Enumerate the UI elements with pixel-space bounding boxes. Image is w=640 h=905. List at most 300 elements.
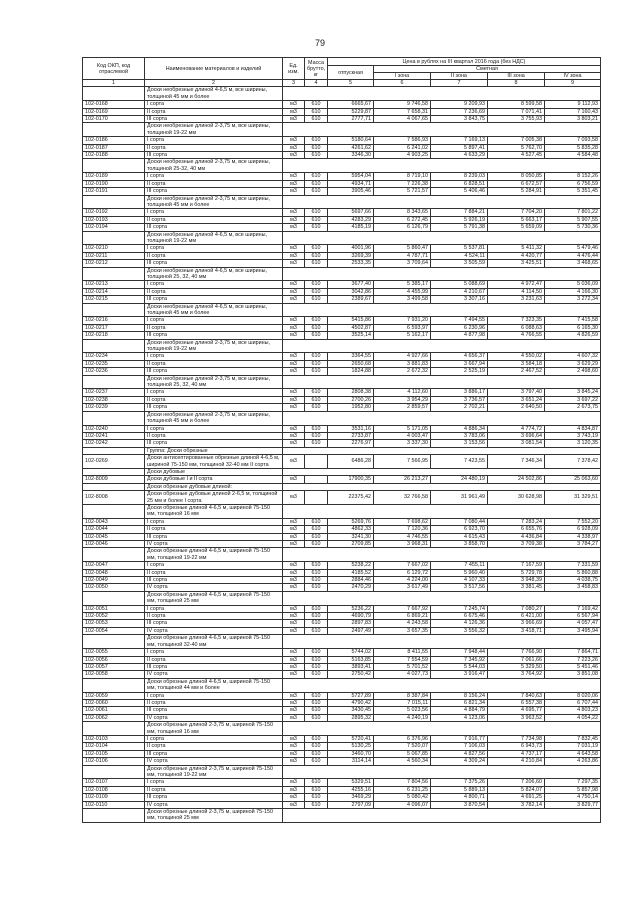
section-heading: Доски необрезные длиной 4-6,5 м, все ширины, толщиной 19-22 мм [145, 231, 283, 245]
row-release-price: 3346,30 [328, 152, 374, 159]
row-mass: 610 [305, 180, 328, 187]
row-code: 102-8009 [83, 476, 145, 483]
header-zone-3: III зона [488, 73, 545, 80]
row-mass: 610 [305, 332, 328, 339]
table-row [83, 758, 601, 765]
empty-cell [283, 447, 601, 454]
row-release-price: 4185,52 [328, 569, 374, 576]
row-zone-3-price: 5 663,17 [488, 216, 545, 223]
row-zone-4-price: 5 730,36 [545, 224, 601, 231]
row-zone-3-price: 3 797,40 [488, 389, 545, 396]
row-release-price: 3905,46 [328, 188, 374, 195]
row-zone-1-price: 4 243,58 [374, 620, 431, 627]
row-mass: 610 [305, 144, 328, 151]
section-heading-row [83, 765, 601, 779]
empty-cell [283, 765, 601, 779]
row-zone-2-price: 4 656,37 [431, 353, 488, 360]
row-release-price: 2709,85 [328, 541, 374, 548]
row-zone-3-price: 3 696,64 [488, 432, 545, 439]
section-heading-row [83, 231, 601, 245]
empty-cell [83, 447, 145, 454]
table-row [83, 526, 601, 533]
row-release-price: 5238,22 [328, 562, 374, 569]
row-zone-3-price: 4 972,47 [488, 281, 545, 288]
table-row [83, 692, 601, 699]
row-code: 102-0056 [83, 656, 145, 663]
row-release-price: 4185,19 [328, 224, 374, 231]
row-name: Доски антисептированные обрезные длиной 4-6,5 м, шириной 75-150 мм, толщиной 32-40 мм II сорта [145, 455, 283, 469]
empty-cell [283, 678, 601, 692]
row-code: 102-0048 [83, 569, 145, 576]
row-zone-2-price: 2 702,21 [431, 404, 488, 411]
row-release-price: 2533,35 [328, 260, 374, 267]
row-zone-4-price: 6 165,30 [545, 324, 601, 331]
row-zone-4-price: 5 479,46 [545, 245, 601, 252]
row-zone-3-price: 4 766,55 [488, 332, 545, 339]
table-row [83, 360, 601, 367]
row-unit: м3 [283, 152, 305, 159]
row-mass: 610 [305, 281, 328, 288]
row-name: II сорта [145, 613, 283, 620]
row-unit: м3 [283, 801, 305, 808]
row-zone-3-price: 3 425,51 [488, 260, 545, 267]
row-zone-1-price: 5 385,17 [374, 281, 431, 288]
table-row [83, 281, 601, 288]
row-zone-4-price: 6 707,44 [545, 699, 601, 706]
row-name: IV сорта [145, 671, 283, 678]
row-mass: 610 [305, 584, 328, 591]
table-row [83, 108, 601, 115]
row-zone-2-price: 6 923,70 [431, 526, 488, 533]
row-release-price: 2808,38 [328, 389, 374, 396]
row-zone-4-price: 31 329,51 [545, 491, 601, 505]
table-row [83, 541, 601, 548]
row-name: II сорта [145, 396, 283, 403]
row-zone-2-price: 3 916,47 [431, 671, 488, 678]
row-zone-2-price: 4 309,24 [431, 758, 488, 765]
row-unit: м3 [283, 360, 305, 367]
row-name: Доски обрезные дубовые длиной 2-6,5 м, толщиной 25 мм и более I сорта [145, 491, 283, 505]
table-row [83, 613, 601, 620]
row-zone-1-price: 6 869,21 [374, 613, 431, 620]
row-unit: м3 [283, 758, 305, 765]
row-zone-2-price: 7 245,74 [431, 605, 488, 612]
row-code: 102-0046 [83, 541, 145, 548]
table-row [83, 663, 601, 670]
row-unit: м3 [283, 116, 305, 123]
row-unit: м3 [283, 137, 305, 144]
row-zone-4-price: 5 451,46 [545, 663, 601, 670]
row-code: 102-0191 [83, 188, 145, 195]
row-mass: 610 [305, 288, 328, 295]
row-zone-2-price: 3 517,56 [431, 584, 488, 591]
row-name: III сорта [145, 404, 283, 411]
section-heading: Доски обрезные длиной 2-3,75 м, шириной 75-150 мм, толщиной 25 мм [145, 809, 283, 823]
row-zone-2-price: 3 886,17 [431, 389, 488, 396]
row-name: I сорта [145, 562, 283, 569]
row-name: I сорта [145, 735, 283, 742]
row-zone-3-price: 3 418,71 [488, 627, 545, 634]
row-name: II сорта [145, 432, 283, 439]
empty-cell [283, 722, 601, 736]
row-zone-1-price: 4 787,71 [374, 252, 431, 259]
row-code: 102-0105 [83, 750, 145, 757]
row-release-price: 2470,29 [328, 584, 374, 591]
table-row [83, 245, 601, 252]
row-name: I сорта [145, 353, 283, 360]
empty-cell [283, 591, 601, 605]
row-zone-1-price: 5 171,05 [374, 425, 431, 432]
row-name: IV сорта [145, 801, 283, 808]
row-name: I сорта [145, 649, 283, 656]
row-mass: 610 [305, 750, 328, 757]
row-code: 102-0168 [83, 101, 145, 108]
row-zone-4-price: 4 803,23 [545, 707, 601, 714]
row-zone-2-price: 3 843,75 [431, 116, 488, 123]
row-zone-1-price: 7 566,95 [374, 455, 431, 469]
row-zone-1-price: 7 667,92 [374, 605, 431, 612]
row-unit: м3 [283, 577, 305, 584]
row-zone-1-price: 7 586,93 [374, 137, 431, 144]
row-code: 102-0189 [83, 173, 145, 180]
row-zone-1-price: 3 617,49 [374, 584, 431, 591]
empty-cell [283, 375, 601, 389]
row-unit: м3 [283, 656, 305, 663]
row-zone-2-price: 7 884,21 [431, 209, 488, 216]
row-release-price: 4261,62 [328, 144, 374, 151]
row-zone-4-price: 5 835,28 [545, 144, 601, 151]
row-unit: м3 [283, 209, 305, 216]
row-name: III сорта [145, 116, 283, 123]
row-zone-4-price: 3 629,29 [545, 360, 601, 367]
table-row [83, 173, 601, 180]
row-code: 102-0170 [83, 116, 145, 123]
row-zone-1-price: 7 804,56 [374, 779, 431, 786]
row-zone-4-price: 5 857,98 [545, 786, 601, 793]
empty-cell [83, 809, 145, 823]
row-zone-3-price: 8 599,58 [488, 101, 545, 108]
row-name: IV сорта [145, 714, 283, 721]
row-zone-3-price: 7 080,27 [488, 605, 545, 612]
row-unit: м3 [283, 491, 305, 505]
row-name: III сорта [145, 440, 283, 447]
section-heading-row [83, 468, 601, 475]
row-zone-4-price: 4 643,58 [545, 750, 601, 757]
row-zone-2-price: 4 884,79 [431, 707, 488, 714]
row-zone-4-price: 7 169,42 [545, 605, 601, 612]
row-zone-2-price: 3 505,59 [431, 260, 488, 267]
row-unit: м3 [283, 735, 305, 742]
row-name: III сорта [145, 577, 283, 584]
row-unit: м3 [283, 281, 305, 288]
row-unit: м3 [283, 396, 305, 403]
table-row [83, 317, 601, 324]
row-code: 102-0241 [83, 432, 145, 439]
row-zone-1-price: 5 023,56 [374, 707, 431, 714]
table-row [83, 735, 601, 742]
row-zone-3-price: 4 114,50 [488, 288, 545, 295]
row-unit: м3 [283, 260, 305, 267]
column-number: 2 [145, 80, 283, 87]
section-heading-row [83, 339, 601, 353]
section-heading: Доски обрезные длиной 4-6,5 м, шириной 75-150 мм, толщиной 25 мм [145, 591, 283, 605]
row-name: Доски дубовые I и II сорта [145, 476, 283, 483]
row-release-price: 3531,16 [328, 425, 374, 432]
row-zone-1-price: 4 746,55 [374, 533, 431, 540]
row-unit: м3 [283, 144, 305, 151]
row-zone-1-price: 3 881,83 [374, 360, 431, 367]
row-code: 102-0058 [83, 671, 145, 678]
row-unit: м3 [283, 692, 305, 699]
row-mass: 610 [305, 794, 328, 801]
row-unit: м3 [283, 101, 305, 108]
row-zone-1-price: 3 954,29 [374, 396, 431, 403]
row-zone-4-price: 6 567,94 [545, 613, 601, 620]
row-code: 102-0238 [83, 396, 145, 403]
row-release-price: 2276,97 [328, 440, 374, 447]
row-release-price: 5180,64 [328, 137, 374, 144]
row-name: II сорта [145, 699, 283, 706]
row-code: 102-0055 [83, 649, 145, 656]
row-zone-4-price: 2 673,75 [545, 404, 601, 411]
row-code: 102-0057 [83, 663, 145, 670]
row-unit: м3 [283, 541, 305, 548]
row-zone-3-price: 3 963,52 [488, 714, 545, 721]
row-release-price: 6665,67 [328, 101, 374, 108]
table-row [83, 368, 601, 375]
row-zone-2-price: 6 230,96 [431, 324, 488, 331]
row-zone-2-price: 5 791,38 [431, 224, 488, 231]
row-release-price: 2884,46 [328, 577, 374, 584]
row-name: IV сорта [145, 627, 283, 634]
row-release-price: 3525,14 [328, 332, 374, 339]
row-release-price: 5954,04 [328, 173, 374, 180]
row-mass: 610 [305, 389, 328, 396]
table-row [83, 605, 601, 612]
row-zone-4-price: 4 338,97 [545, 533, 601, 540]
row-code: 102-0239 [83, 404, 145, 411]
row-release-price: 2389,67 [328, 296, 374, 303]
row-zone-2-price: 3 556,32 [431, 627, 488, 634]
row-unit: м3 [283, 425, 305, 432]
row-zone-4-price: 4 476,44 [545, 252, 601, 259]
row-code: 102-0053 [83, 620, 145, 627]
row-zone-1-price: 7 226,38 [374, 180, 431, 187]
section-heading: Доски обрезные длиной 2-3,75 м, шириной 75-150 мм, толщиной 16 мм [145, 722, 283, 736]
section-heading-row [83, 267, 601, 281]
row-zone-1-price: 7 120,36 [374, 526, 431, 533]
row-unit: м3 [283, 245, 305, 252]
row-zone-1-price: 7 520,07 [374, 743, 431, 750]
row-zone-3-price: 2 467,52 [488, 368, 545, 375]
row-zone-4-price: 7 331,59 [545, 562, 601, 569]
row-mass: 610 [305, 440, 328, 447]
row-unit: м3 [283, 216, 305, 223]
row-name: I сорта [145, 425, 283, 432]
row-code: 102-0110 [83, 801, 145, 808]
row-zone-4-price: 7 415,58 [545, 317, 601, 324]
table-row [83, 296, 601, 303]
row-zone-2-price: 7 236,69 [431, 108, 488, 115]
row-zone-2-price: 5 544,03 [431, 663, 488, 670]
column-number: 4 [305, 80, 328, 87]
row-code: 102-0047 [83, 562, 145, 569]
row-zone-1-price: 3 337,30 [374, 440, 431, 447]
row-code: 102-0210 [83, 245, 145, 252]
row-zone-3-price: 6 672,57 [488, 180, 545, 187]
row-zone-2-price: 3 858,70 [431, 541, 488, 548]
row-zone-1-price: 5 721,57 [374, 188, 431, 195]
table-row [83, 750, 601, 757]
row-release-price: 2733,87 [328, 432, 374, 439]
row-mass: 610 [305, 260, 328, 267]
table-row [83, 533, 601, 540]
row-mass: 610 [305, 173, 328, 180]
row-name: I сорта [145, 692, 283, 699]
row-mass: 610 [305, 577, 328, 584]
row-name: I сорта [145, 317, 283, 324]
row-zone-4-price: 7 093,58 [545, 137, 601, 144]
row-zone-1-price: 2 672,32 [374, 368, 431, 375]
row-name: IV сорта [145, 758, 283, 765]
empty-cell [283, 87, 601, 101]
row-release-price: 5163,85 [328, 656, 374, 663]
row-zone-3-price: 3 764,92 [488, 671, 545, 678]
row-zone-2-price: 3 667,94 [431, 360, 488, 367]
row-zone-3-price: 7 766,90 [488, 649, 545, 656]
row-mass: 610 [305, 137, 328, 144]
table-row [83, 786, 601, 793]
row-mass: 610 [305, 699, 328, 706]
row-zone-2-price: 4 210,67 [431, 288, 488, 295]
row-mass: 610 [305, 562, 328, 569]
row-zone-3-price: 3 231,63 [488, 296, 545, 303]
row-zone-3-price: 5 284,91 [488, 188, 545, 195]
section-heading: Доски необрезные длиной 2-3,75 м, все ширины, толщиной 19-22 мм [145, 339, 283, 353]
empty-cell [83, 303, 145, 317]
row-zone-4-price: 4 057,47 [545, 620, 601, 627]
row-zone-1-price: 5 860,47 [374, 245, 431, 252]
row-name: I сорта [145, 281, 283, 288]
empty-cell [83, 339, 145, 353]
row-zone-4-price: 7 378,42 [545, 455, 601, 469]
section-heading: Доски необрезные длиной 2-3,75 м, все ширины, толщиной 25, 32, 40 мм [145, 375, 283, 389]
empty-cell [83, 231, 145, 245]
row-zone-4-price: 3 272,34 [545, 296, 601, 303]
row-name: III сорта [145, 707, 283, 714]
row-name: II сорта [145, 180, 283, 187]
row-name: II сорта [145, 252, 283, 259]
table-row [83, 180, 601, 187]
row-zone-2-price: 24 480,19 [431, 476, 488, 483]
row-code: 102-0045 [83, 533, 145, 540]
table-row [83, 671, 601, 678]
row-name: II сорта [145, 526, 283, 533]
row-release-price: 3241,30 [328, 533, 374, 540]
row-zone-2-price: 7 080,44 [431, 518, 488, 525]
empty-cell [83, 765, 145, 779]
row-zone-1-price: 32 766,58 [374, 491, 431, 505]
row-zone-1-price: 6 129,72 [374, 569, 431, 576]
row-mass: 610 [305, 252, 328, 259]
row-unit: м3 [283, 562, 305, 569]
row-mass: 610 [305, 613, 328, 620]
row-zone-4-price: 4 038,75 [545, 577, 601, 584]
row-zone-3-price: 3 948,39 [488, 577, 545, 584]
row-zone-3-price: 4 436,84 [488, 533, 545, 540]
row-release-price: 1952,80 [328, 404, 374, 411]
row-mass: 610 [305, 533, 328, 540]
row-zone-1-price: 6 593,97 [374, 324, 431, 331]
empty-cell [83, 159, 145, 173]
row-zone-1-price: 7 554,59 [374, 656, 431, 663]
row-zone-2-price: 3 153,56 [431, 440, 488, 447]
header-zone-1: I зона [374, 73, 431, 80]
row-zone-2-price: 6 828,51 [431, 180, 488, 187]
column-number: 6 [374, 80, 431, 87]
row-code: 102-0194 [83, 224, 145, 231]
row-zone-3-price: 6 557,38 [488, 699, 545, 706]
header-name: Наименование материалов и изделий [145, 58, 283, 80]
row-zone-2-price: 4 800,71 [431, 794, 488, 801]
row-mass: 610 [305, 518, 328, 525]
row-name: I сорта [145, 605, 283, 612]
row-zone-4-price: 7 160,43 [545, 108, 601, 115]
header-zone-2: II зона [431, 73, 488, 80]
row-zone-4-price: 7 297,35 [545, 779, 601, 786]
row-zone-2-price: 5 960,40 [431, 569, 488, 576]
row-zone-3-price: 7 346,34 [488, 455, 545, 469]
section-heading-row [83, 159, 601, 173]
row-unit: м3 [283, 389, 305, 396]
row-code: 102-0214 [83, 288, 145, 295]
row-zone-4-price: 3 743,19 [545, 432, 601, 439]
table-row [83, 152, 601, 159]
row-zone-1-price: 8 719,10 [374, 173, 431, 180]
row-release-price: 5130,25 [328, 743, 374, 750]
table-row [83, 252, 601, 259]
row-name: I сорта [145, 245, 283, 252]
row-name: IV сорта [145, 541, 283, 548]
row-zone-4-price: 3 803,21 [545, 116, 601, 123]
row-zone-4-price: 3 784,27 [545, 541, 601, 548]
section-heading: Доски обрезные дубовые длиной: [145, 483, 283, 490]
section-heading: Доски обрезные длиной 4-6,5 м, шириной 75-150 мм, толщиной 32-40 мм [145, 635, 283, 649]
table-row [83, 794, 601, 801]
empty-cell [83, 87, 145, 101]
table-row [83, 332, 601, 339]
row-name: III сорта [145, 152, 283, 159]
row-code: 102-0235 [83, 360, 145, 367]
row-code: 102-0051 [83, 605, 145, 612]
row-zone-1-price: 4 027,73 [374, 671, 431, 678]
row-release-price: 3269,39 [328, 252, 374, 259]
row-zone-3-price: 7 005,38 [488, 137, 545, 144]
row-zone-2-price: 7 375,26 [431, 779, 488, 786]
table-row [83, 224, 601, 231]
empty-cell [283, 809, 601, 823]
row-mass: 610 [305, 620, 328, 627]
row-unit: м3 [283, 649, 305, 656]
row-zone-3-price: 4 774,72 [488, 425, 545, 432]
row-zone-2-price: 4 107,33 [431, 577, 488, 584]
row-zone-1-price: 5 067,85 [374, 750, 431, 757]
row-zone-1-price: 6 231,25 [374, 786, 431, 793]
row-release-price: 5720,41 [328, 735, 374, 742]
row-code: 102-0049 [83, 577, 145, 584]
row-code: 102-0237 [83, 389, 145, 396]
row-mass: 610 [305, 317, 328, 324]
